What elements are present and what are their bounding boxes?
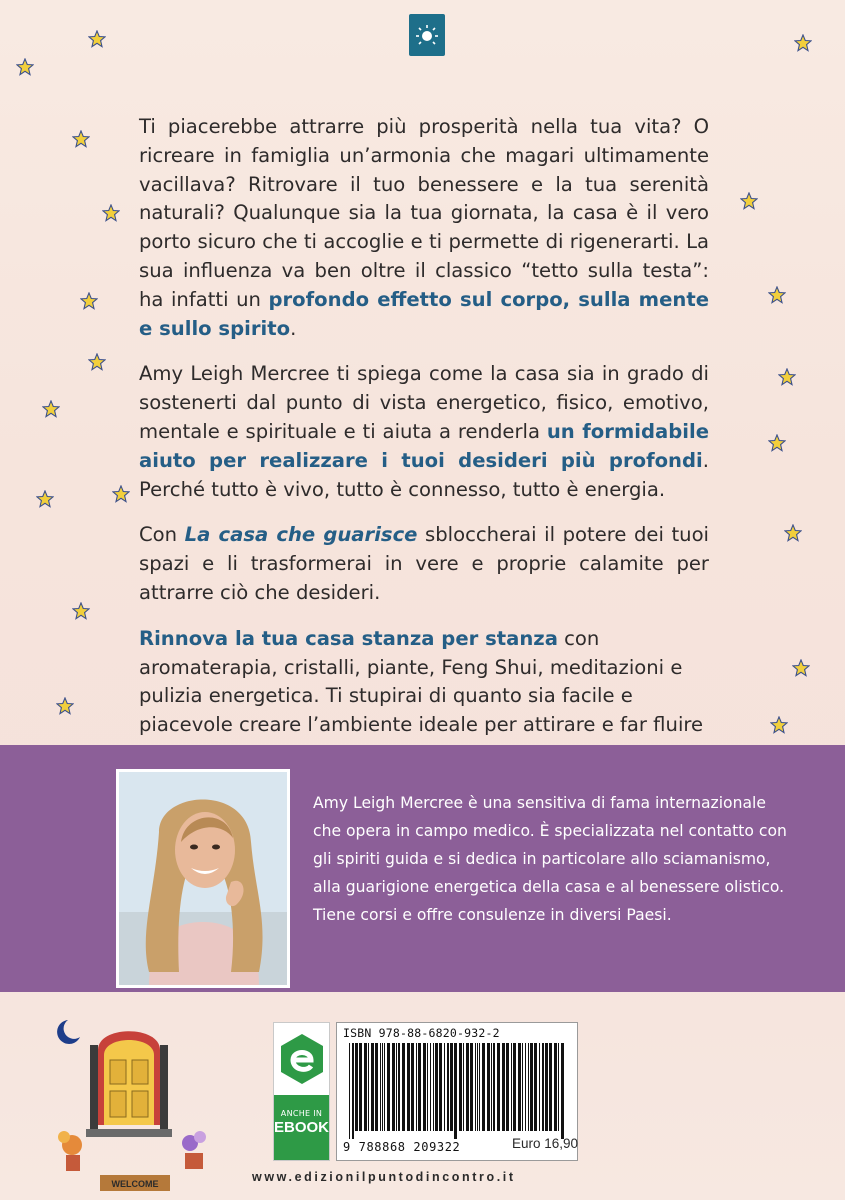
star-icon	[770, 716, 788, 734]
back-cover-blurb	[139, 113, 709, 786]
website-url: www.edizionilpuntodincontro.it	[252, 1170, 516, 1184]
ebook-badge	[273, 1022, 330, 1161]
star-icon	[16, 58, 34, 76]
star-icon	[36, 490, 54, 508]
star-icon	[72, 602, 90, 620]
book-title-inline: La casa che guarisce	[184, 523, 418, 547]
ebook-label-small: ANCHE IN	[280, 1109, 323, 1118]
publisher-logo	[409, 14, 445, 56]
isbn-text: ISBN 978-88-6820-932-2	[343, 1026, 500, 1040]
star-icon	[112, 485, 130, 503]
star-icon	[768, 434, 786, 452]
publisher-sun-icon	[414, 22, 440, 48]
star-icon	[72, 130, 90, 148]
star-icon	[768, 286, 786, 304]
blurb-paragraph-4: Rinnova la tua casa stanza per stanza con aromaterapia, cristalli, piante, Feng Shui, meditazioni e pulizia energetica. Ti stupirai di quanto sia facile e piacevole creare l’ambiente ideale per attirare e far fluire	[139, 626, 704, 737]
author-photo	[116, 769, 290, 988]
star-icon	[794, 34, 812, 52]
star-icon	[740, 192, 758, 210]
blurb-highlight-2: un formidabile aiuto per realizzare i tuoi desideri più profondi	[139, 419, 710, 472]
house-door-illustration	[40, 1005, 230, 1195]
blurb-highlight-4: Rinnova la tua casa stanza per stanza	[139, 626, 558, 650]
ebook-label-big: EBOOK	[274, 1119, 330, 1136]
star-icon	[56, 697, 74, 715]
price: Euro 16,90	[512, 1136, 579, 1151]
moon-icon	[57, 1020, 80, 1044]
ebook-logo-icon	[279, 1032, 325, 1086]
author-portrait-illustration	[119, 772, 287, 985]
star-icon	[88, 30, 106, 48]
star-icon	[88, 353, 106, 371]
blurb-highlight-1: profondo effetto sul corpo, sulla mente e sullo spirito	[139, 287, 709, 340]
author-bio: Amy Leigh Mercree è una sensitiva di fama internazionale che opera in campo medico. È specializzata nel contatto con gli spiriti guida e si dedica in particolare allo sciamanismo, alla guarigione energetica della casa e al benessere olistico. Tiene corsi e offre consulenze in diversi Paesi.	[313, 794, 787, 924]
barcode-number: 9 788868 209322	[343, 1140, 461, 1154]
blurb-paragraph-2: Amy Leigh Mercree ti spiega come la casa sia in grado di sostenerti dal punto di vista energetico, fisico, emotivo, mentale e spirituale e ti aiuta a renderla un formidabile aiuto per realizzare i tuoi desideri più profondi. Perché tutto è vivo, tutto è connesso, tutto è energia.	[139, 362, 710, 501]
barcode-bars	[343, 1043, 571, 1139]
star-icon	[42, 400, 60, 418]
blurb-paragraph-3: Con La casa che guarisce sbloccherai il potere dei tuoi spazi e li trasformerai in vere e proprie calamite per attrarre ciò che desideri.	[139, 523, 709, 604]
blurb-paragraph-1: Ti piacerebbe attrarre più prosperità nella tua vita? O ricreare in famiglia un’armonia che magari ultimamente vacillava? Ritrovare il tuo benessere e la tua serenità naturali? Qualunque sia la tua giornata, la casa è il vero porto sicuro che ti accoglie e ti permette di rigenerarti. La sua influenza va ben oltre il classico “tetto sulla testa”: ha infatti un profondo effetto sul corpo, sulla mente e sullo spirito.	[139, 115, 709, 340]
star-icon	[80, 292, 98, 310]
doormat-text: WELCOME	[111, 1179, 159, 1189]
star-icon	[778, 368, 796, 386]
star-icon	[102, 204, 120, 222]
star-icon	[784, 524, 802, 542]
author-band	[0, 745, 845, 992]
star-icon	[792, 659, 810, 677]
